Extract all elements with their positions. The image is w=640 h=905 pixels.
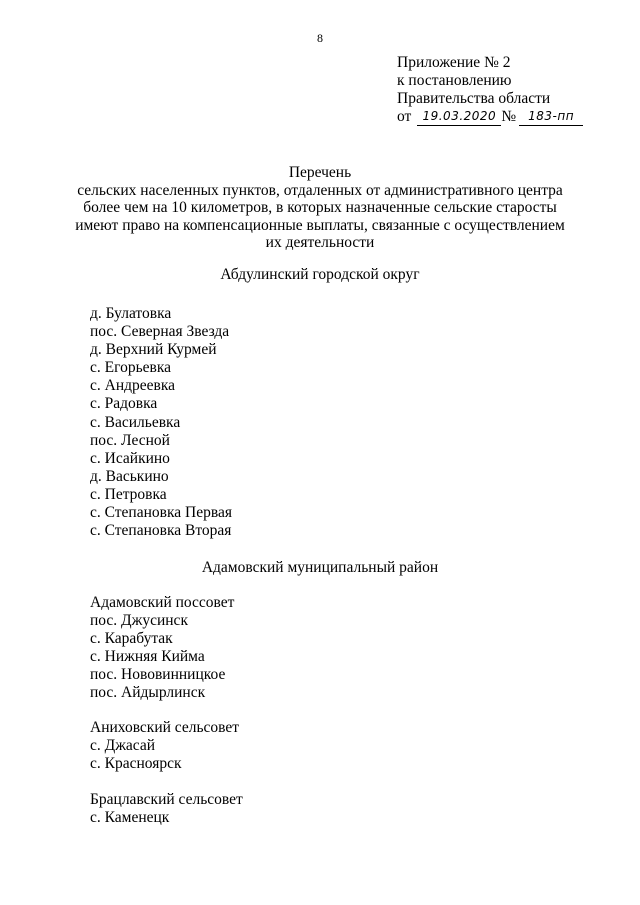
title-line-2: сельских населенных пунктов, отдаленных от административного центра [77,181,563,199]
appendix-line-2: к постановлению [397,72,512,89]
list-item: с. Исайкино [90,449,170,467]
handwritten-date: 19.03.2020 [417,107,501,126]
list-item: с. Красноярск [90,755,182,773]
title-line-3: более чем на 10 километров, в которых назначенные сельские старосты [83,199,557,217]
list-item: с. Нижняя Кийма [90,648,205,666]
group-anikhovsky-selsovet [90,719,239,773]
appendix-block [397,54,583,127]
group-title: Брацлавский сельсовет [90,791,243,808]
number-sign: № [501,108,517,125]
handwritten-number: 183-пп [519,107,583,126]
section-heading-adamovsky: Адамовский муниципальный район [201,559,439,576]
list-item: пос. Айдырлинск [90,684,206,702]
title-line-5: их деятельности [265,234,375,252]
from-label: от [397,108,412,125]
list-item: с. Васильевка [90,413,181,431]
document-title [0,164,640,252]
list-item: пос. Нововинницкое [90,666,226,684]
group-bratslavsky-selsovet [90,791,243,827]
settlement-list-abdulinsky [90,305,232,540]
section-heading-abdulinsky: Абдулинский городской округ [220,266,420,283]
group-title: Адамовский поссовет [90,594,235,611]
appendix-date-row [397,108,583,127]
title-line-4: имеют право на компенсационные выплаты, связанные с осуществлением [75,216,565,234]
list-item: с. Петровка [90,485,167,503]
page-number: 8 [317,31,323,45]
list-item: д. Верхний Курмей [90,341,217,359]
list-item: пос. Джусинск [90,612,188,630]
list-item: с. Радовка [90,395,158,413]
list-item: пос. Северная Звезда [90,323,230,341]
list-item: д. Васькино [90,467,169,485]
group-title: Аниховский сельсовет [90,719,240,736]
list-item: с. Степановка Вторая [90,522,232,540]
appendix-line-1: Приложение № 2 [397,54,511,71]
list-item: с. Джасай [90,737,156,755]
list-item: пос. Лесной [90,431,170,449]
list-item: д. Булатовка [90,305,172,322]
appendix-line-3: Правительства области [397,90,551,107]
group-adamovsky-possovet [90,594,234,703]
list-item: с. Каменецк [90,809,170,827]
title-line-1: Перечень [288,164,352,181]
list-item: с. Егорьевка [90,359,172,377]
list-item: с. Степановка Первая [90,504,232,522]
list-item: с. Андреевка [90,377,176,395]
list-item: с. Карабутак [90,630,173,648]
